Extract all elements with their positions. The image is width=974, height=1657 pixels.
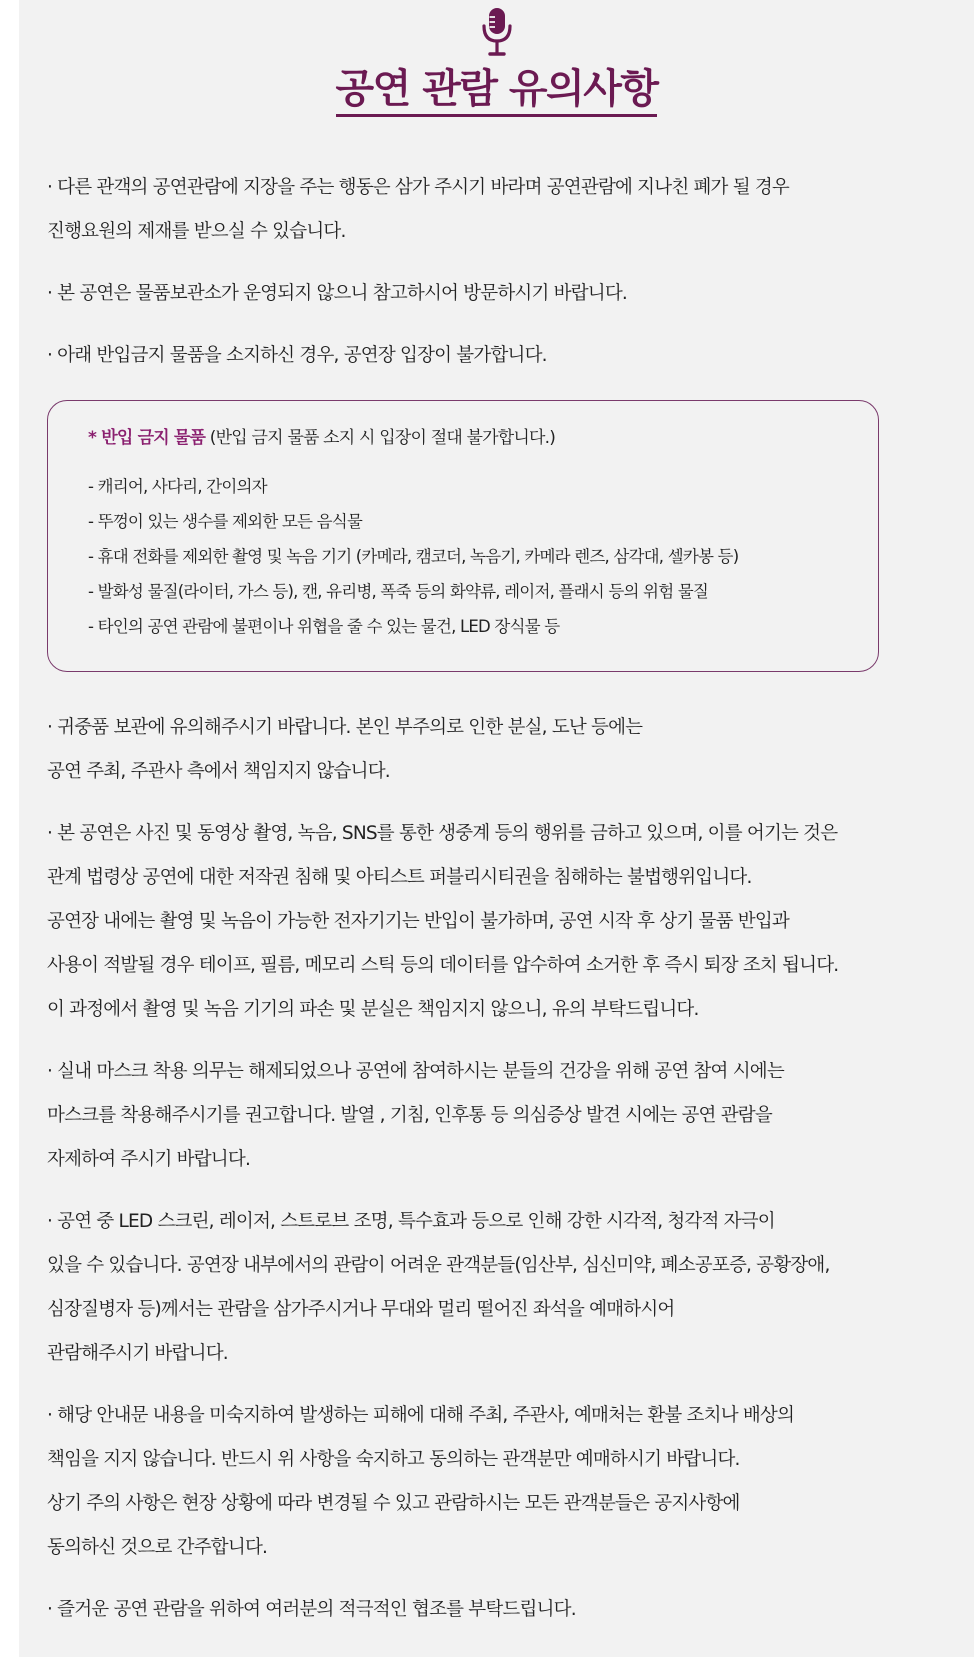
notice-line: · 아래 반입금지 물품을 소지하신 경우, 공연장 입장이 불가합니다. — [47, 345, 547, 366]
microphone-icon — [479, 6, 515, 60]
notice-page — [19, 0, 974, 1657]
prohibited-item: - 타인의 공연 관람에 불편이나 위협을 줄 수 있는 물건, LED 장식물 등 — [88, 617, 560, 636]
notice-line: 자제하여 주시기 바랍니다. — [47, 1149, 251, 1170]
prohibited-item: - 발화성 물질(라이터, 가스 등), 캔, 유리병, 폭죽 등의 화약류, 레이저, 플래시 등의 위험 물질 — [88, 582, 709, 601]
prohibited-item: - 캐리어, 사다리, 간이의자 — [88, 477, 267, 496]
notice-section-recording — [47, 812, 962, 1032]
notice-section-effects — [47, 1200, 962, 1376]
notice-line: 심장질병자 등)께서는 관람을 삼가주시거나 무대와 멀리 떨어진 좌석을 예매하시어 — [47, 1299, 675, 1320]
prohibited-item: - 뚜껑이 있는 생수를 제외한 모든 음식물 — [88, 512, 363, 531]
notice-line: 동의하신 것으로 간주합니다. — [47, 1537, 268, 1558]
notice-line: · 본 공연은 사진 및 동영상 촬영, 녹음, SNS를 통한 생중계 등의 행위를 금하고 있으며, 이를 어기는 것은 — [47, 823, 838, 844]
notice-line: 마스크를 착용해주시기를 권고합니다. 발열 , 기침, 인후통 등 의심증상 발견 시에는 공연 관람을 — [47, 1105, 772, 1126]
notice-line: · 공연 중 LED 스크린, 레이저, 스트로브 조명, 특수효과 등으로 인해 강한 시각적, 청각적 자극이 — [47, 1211, 775, 1232]
notice-section-liability — [47, 1394, 962, 1570]
notice-line: 있을 수 있습니다. 공연장 내부에서의 관람이 어려운 관객분들(임산부, 심신미약, 폐소공포증, 공황장애, — [47, 1255, 830, 1276]
prohibited-item: - 휴대 전화를 제외한 촬영 및 녹음 기기 (카메라, 캠코더, 녹음기, 카메라 렌즈, 삼각대, 셀카봉 등) — [88, 547, 739, 566]
notice-section-storage — [47, 272, 962, 316]
prohibited-items-box — [47, 400, 879, 672]
notice-line: 사용이 적발될 경우 테이프, 필름, 메모리 스틱 등의 데이터를 압수하여 소거한 후 즉시 퇴장 조치 됩니다. — [47, 955, 839, 976]
notice-line: 진행요원의 제재를 받으실 수 있습니다. — [47, 221, 346, 242]
notice-line: 관계 법령상 공연에 대한 저작권 침해 및 아티스트 퍼블리시티권을 침해하는 불법행위입니다. — [47, 867, 752, 888]
header — [19, 6, 974, 117]
prohibited-items-header — [88, 423, 878, 469]
notice-line: · 귀중품 보관에 유의해주시기 바랍니다. 본인 부주의로 인한 분실, 도난 등에는 — [47, 717, 643, 738]
notice-content — [47, 166, 962, 1632]
prohibited-items-note: (반입 금지 물품 소지 시 입장이 절대 불가합니다.) — [205, 428, 556, 448]
notice-line: · 실내 마스크 착용 의무는 해제되었으나 공연에 참여하시는 분들의 건강을 위해 공연 참여 시에는 — [47, 1061, 784, 1082]
notice-line: · 다른 관객의 공연관람에 지장을 주는 행동은 삼가 주시기 바라며 공연관람에 지나친 폐가 될 경우 — [47, 177, 789, 198]
notice-line: 공연 주최, 주관사 측에서 책임지지 않습니다. — [47, 761, 390, 782]
page-title: 공연 관람 유의사항 — [336, 66, 658, 117]
notice-section-closing — [47, 1588, 962, 1632]
notice-line: · 해당 안내문 내용을 미숙지하여 발생하는 피해에 대해 주최, 주관사, 예매처는 환불 조치나 배상의 — [47, 1405, 795, 1426]
notice-line: · 본 공연은 물품보관소가 운영되지 않으니 참고하시어 방문하시기 바랍니다. — [47, 283, 628, 304]
notice-line: 이 과정에서 촬영 및 녹음 기기의 파손 및 분실은 책임지지 않으니, 유의 부탁드립니다. — [47, 999, 699, 1020]
notice-line: 관람해주시기 바랍니다. — [47, 1343, 228, 1364]
notice-line: 책임을 지지 않습니다. 반드시 위 사항을 숙지하고 동의하는 관객분만 예매하시기 바랍니다. — [47, 1449, 740, 1470]
notice-line: 공연장 내에는 촬영 및 녹음이 가능한 전자기기는 반입이 불가하며, 공연 시작 후 상기 물품 반입과 — [47, 911, 789, 932]
notice-section-mask — [47, 1050, 962, 1182]
prohibited-items-title: * 반입 금지 물품 — [88, 428, 206, 448]
notice-line: · 즐거운 공연 관람을 위하여 여러분의 적극적인 협조를 부탁드립니다. — [47, 1599, 576, 1620]
notice-section-disturbance — [47, 166, 962, 254]
notice-line: 상기 주의 사항은 현장 상황에 따라 변경될 수 있고 관람하시는 모든 관객분들은 공지사항에 — [47, 1493, 740, 1514]
notice-section-valuables — [47, 706, 962, 794]
notice-section-prohibited — [47, 334, 962, 378]
